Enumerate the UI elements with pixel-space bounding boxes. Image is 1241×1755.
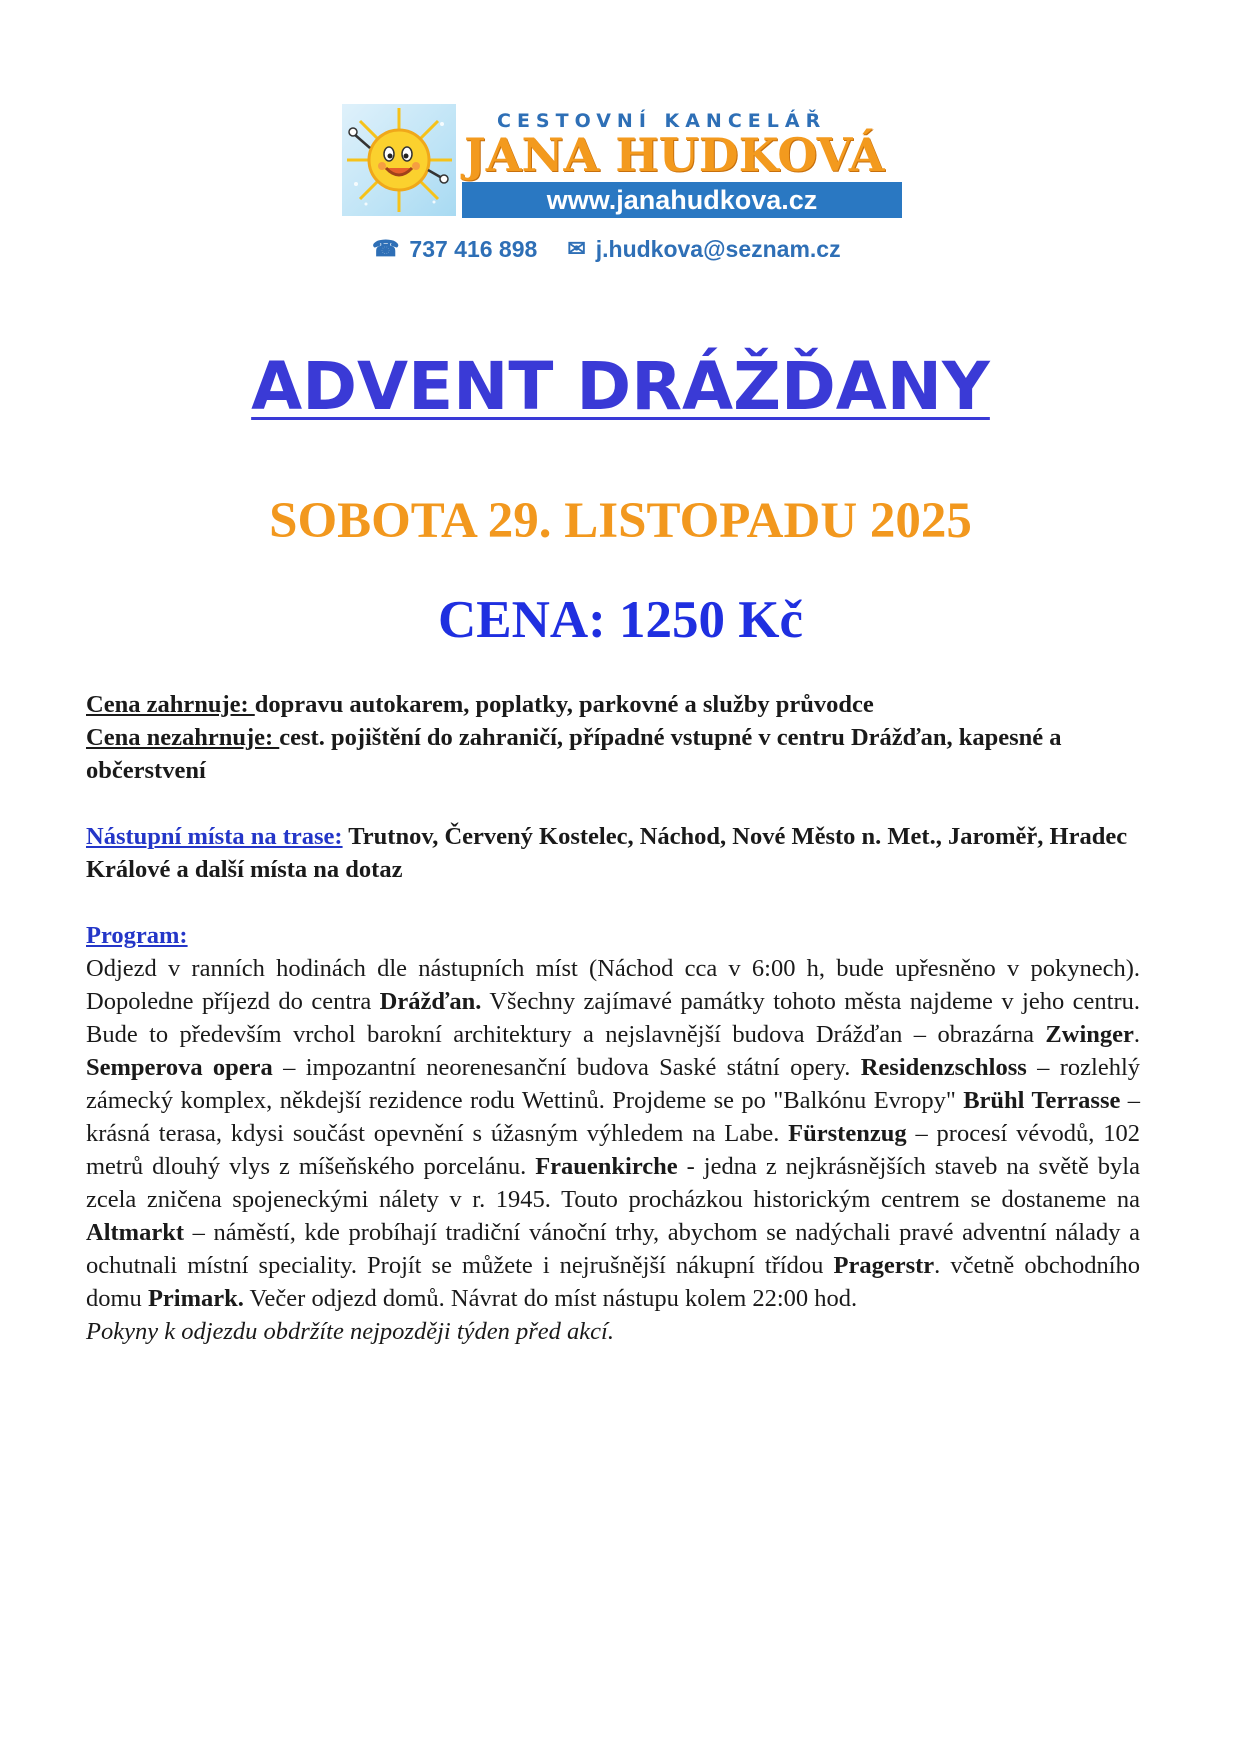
- contact-row: [372, 234, 912, 264]
- agency-name: JANA HUDKOVÁ: [464, 128, 885, 182]
- email-link[interactable]: j.hudkova@seznam.cz: [595, 235, 841, 262]
- phone-number[interactable]: 737 416 898: [409, 235, 538, 262]
- program-label: Program:: [86, 922, 188, 949]
- program-segment: – krásná terasa, kdysi součást opevnění s úžasným výhledem na Labe.: [86, 1087, 1141, 1147]
- program-highlight: Drážďan.: [379, 988, 482, 1015]
- program-segment: – náměstí, kde probíhají tradiční vánoční trhy, abychom se nadýchali pravé adventní nálady a ochutnali místní speciality. Projít se můžete i nejrušnější nákupní třídou: [86, 1219, 1140, 1279]
- excludes-label: Cena nezahrnuje:: [86, 724, 280, 751]
- event-price: CENA: 1250 Kč: [437, 591, 804, 649]
- website-link[interactable]: www.janahudkova.cz: [462, 182, 902, 218]
- program-segment: - jedna z nejkrásnějších staveb na světě byla zcela zničena spojeneckými nálety v r. 1945. Touto procházkou historickým centrem se dostaneme na: [86, 1153, 1140, 1213]
- document-body: [86, 688, 1140, 1348]
- departure-note: Pokyny k odjezdu obdržíte nejpozději týden před akcí.: [86, 1318, 614, 1345]
- envelope-icon: ✉: [567, 236, 586, 261]
- program-segment: Večer odjezd domů. Návrat do míst nástupu kolem 22:00 hod.: [243, 1285, 858, 1312]
- program-highlight: Frauenkirche: [535, 1153, 678, 1180]
- program-highlight: Residenzschloss: [860, 1054, 1027, 1081]
- program-segment: Odjezd v ranních hodinách dle nástupních míst (Náchod cca v 6:00 h, bude upřesněno v pokynech). Dopoledne příjezd do centra: [86, 955, 1140, 1015]
- excludes-paragraph: [86, 721, 1140, 787]
- program-highlight: Primark.: [147, 1285, 244, 1312]
- program-heading: [86, 919, 1140, 952]
- event-date: SOBOTA 29. LISTOPADU 2025: [269, 493, 972, 549]
- excludes-text: cest. pojištění do zahraničí, případné vstupné v centru Drážďan, kapesné a občerstvení: [86, 724, 1062, 784]
- program-highlight: Pragerstr: [833, 1252, 935, 1279]
- page-title: [0, 348, 1241, 425]
- program-segment: – impozantní neorenesanční budova Saské státní opery.: [272, 1054, 861, 1081]
- agency-label: CESTOVNÍ KANCELÁŘ: [497, 110, 827, 132]
- program-segment: – rozlehlý zámecký komplex, někdejší rezidence rodu Wettinů. Projdeme se po "Balkónu Evropy": [86, 1054, 1140, 1114]
- program-highlight: Brühl Terrasse: [963, 1087, 1121, 1114]
- program-segment: Všechny zajímavé památky tohoto města najdeme v jeho centru. Bude to především vrchol barokní architektury a nejslavnější budova Drážďan – obrazárna: [86, 988, 1140, 1048]
- boarding-paragraph: [86, 820, 1140, 886]
- program-segment: – procesí vévodů, 102 metrů dlouhý vlys z míšeňského porcelánu.: [86, 1120, 1140, 1180]
- boarding-label: Nástupní místa na trase:: [86, 823, 343, 850]
- program-highlight: Fürstenzug: [788, 1120, 907, 1147]
- agency-logo: [342, 104, 902, 264]
- program-highlight: Semperova opera: [86, 1054, 273, 1081]
- includes-paragraph: [86, 688, 1140, 721]
- program-highlight: Zwinger: [1045, 1021, 1134, 1048]
- includes-text: dopravu autokarem, poplatky, parkovné a služby průvodce: [254, 691, 874, 718]
- program-highlight: Altmarkt: [86, 1219, 184, 1246]
- boarding-text: Trutnov, Červený Kostelec, Náchod, Nové Město n. Met., Jaroměř, Hradec Králové a další místa na dotaz: [86, 823, 1128, 883]
- includes-label: Cena zahrnuje:: [86, 691, 255, 718]
- program-text: [86, 952, 1140, 1315]
- sun-mascot-icon: [342, 104, 456, 216]
- page-title-text: ADVENT DRÁŽĎANY: [251, 348, 990, 425]
- program-segment: .: [1133, 1021, 1140, 1048]
- phone-icon: ☎: [372, 236, 400, 261]
- program-segment: . včetně obchodního domu: [86, 1252, 1140, 1312]
